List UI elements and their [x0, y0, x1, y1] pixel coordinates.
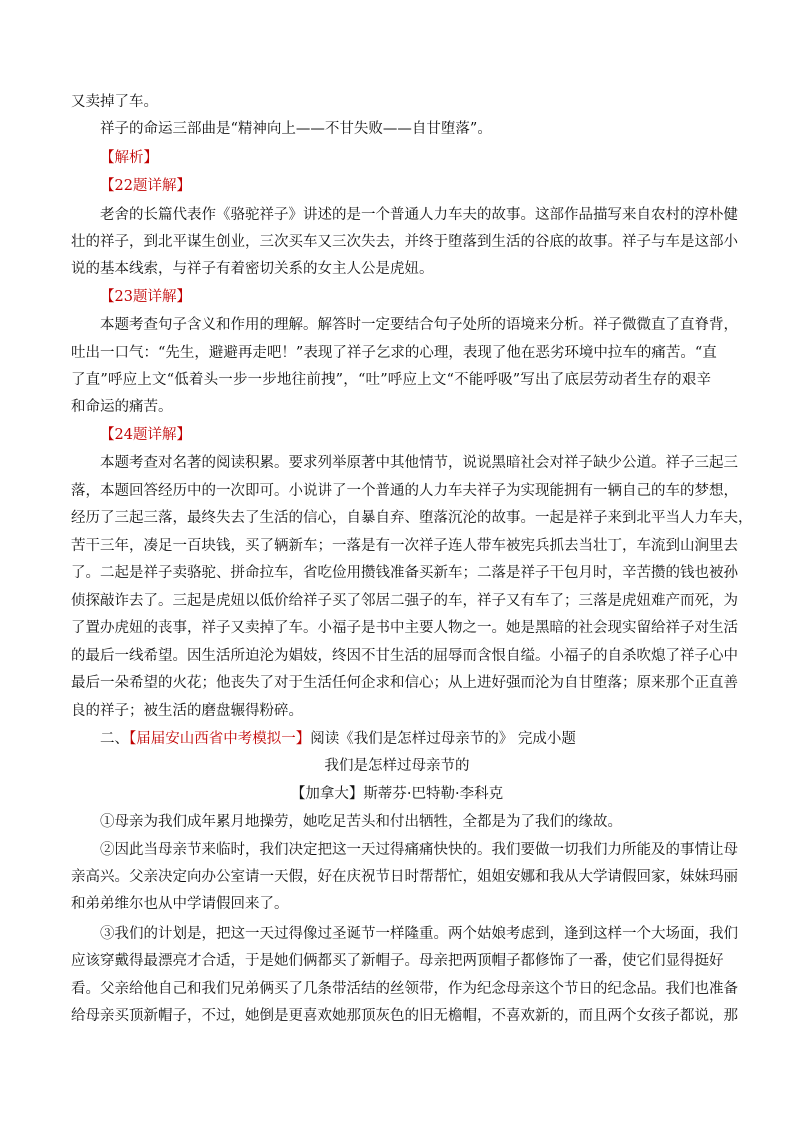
text-line: 又卖掉了车。	[71, 94, 158, 110]
text-line: 和弟弟维尔也从中学请假回来了。	[71, 896, 289, 912]
text-line: 了直”呼应上文“低着头一步一步地往前拽”，“吐”呼应上文“不能呼吸”写出了底层劳动者生存的艰辛	[71, 372, 711, 388]
question-22-heading: 【22题详解】	[100, 178, 191, 194]
text-line: 壮的祥子，到北平谋生创业，三次买车又三次失去，并终于堕落到生活的谷底的故事。祥子与车是这部小	[71, 234, 738, 250]
text-line: 了。二起是祥子卖骆驼、拼命拉车，省吃俭用攒钱准备买新车；二落是祥子干包月时，辛苦攒的钱也被孙	[71, 565, 738, 581]
exam-source: 【届届安山西省中考模拟一】	[129, 731, 311, 747]
analysis-heading: 【解析】	[100, 150, 158, 166]
text-line: 落，本题回答经历中的一次即可。小说讲了一个普通的人力车夫祥子为实现能拥有一辆自己的车的梦想，	[71, 483, 738, 499]
text-line: 苦干三年，凑足一百块钱，买了辆新车；一落是有一次祥子连人带车被宪兵抓去当壮丁，车流到山涧里去	[71, 538, 738, 554]
text-line: 本题考查对名著的阅读积累。要求列举原著中其他情节，说说黑暗社会对祥子缺少公道。祥子三起三	[100, 455, 738, 471]
section-2-heading	[100, 729, 576, 749]
text-line: 祥子的命运三部曲是“精神向上——不甘失败——自甘堕落”。	[100, 121, 492, 137]
text-line: 侦探敲诈去了。三起是虎妞以低价给祥子买了邻居二强子的车，祥子又有车了；三落是虎妞难产而死，为	[71, 593, 738, 609]
paragraph-2: ②因此当母亲节来临时，我们决定把这一天过得痛痛快快的。我们要做一切我们力所能及的事情让母	[100, 842, 738, 858]
text-line: 说的基本线索，与祥子有着密切关系的女主人公是虎妞。	[71, 261, 434, 277]
text-line: 吐出一口气：“先生，避避再走吧！”表现了祥子乞求的心理，表现了他在恶劣环境中拉车的痛苦。“直	[71, 345, 717, 361]
text-line: 了置办虎妞的丧事，祥子又卖掉了车。小福子是书中主要人物之一。她是黑暗的社会现实留给祥子对生活	[71, 620, 738, 636]
text-line: 最后一朵希望的火花；他丧失了对于生活任何企求和信心；从上进好强而沦为自甘堕落；原来那个正直善	[71, 675, 738, 691]
text-line: 给母亲买顶新帽子，不过，她倒是更喜欢她那顶灰色的旧无檐帽，不喜欢新的，而且两个女孩子都说，那	[71, 1008, 738, 1024]
article-title: 我们是怎样过母亲节的	[324, 758, 470, 774]
paragraph-3: ③我们的计划是，把这一天过得像过圣诞节一样隆重。两个姑娘考虑到，逢到这样一个大场面，我们	[100, 926, 738, 942]
text-line: 经历了三起三落，最终失去了生活的信心，自暴自弃、堕落沉沦的故事。一起是祥子来到北平当人力车夫，	[71, 510, 753, 526]
text-line: 亲高兴。父亲决定向办公室请一天假，好在庆祝节日时帮帮忙，姐姐安娜和我从大学请假回家，妹妹玛丽	[71, 869, 738, 885]
text-line: 应该穿戴得最漂亮才合适，于是她们俩都买了新帽子。母亲把两顶帽子都修饰了一番，使它们显得挺好	[71, 953, 724, 969]
text-line: 的最后一线希望。因生活所迫沦为娼妓，终因不甘生活的屈辱而含恨自缢。小福子的自杀吹熄了祥子心中	[71, 648, 738, 664]
text-line: 本题考查句子含义和作用的理解。解答时一定要结合句子处所的语境来分析。祥子微微直了直脊背，	[100, 317, 738, 333]
article-author: 【加拿大】斯蒂芬·巴特勒·李科克	[290, 786, 504, 802]
section-number: 二、	[100, 731, 129, 747]
question-23-heading: 【23题详解】	[100, 289, 191, 305]
question-24-heading: 【24题详解】	[100, 427, 191, 443]
paragraph-1: ①母亲为我们成年累月地操劳，她吃足苦头和付出牺牲，全都是为了我们的缘故。	[100, 814, 622, 830]
text-line: 看。父亲给他自己和我们兄弟俩买了几条带活结的丝领带，作为纪念母亲这个节日的纪念品。我们也准备	[71, 981, 738, 997]
section-instruction: 阅读《我们是怎样过母亲节的》 完成小题	[310, 731, 576, 747]
text-line: 老舍的长篇代表作《骆驼祥子》讲述的是一个普通人力车夫的故事。这部作品描写来自农村的淳朴健	[100, 207, 738, 223]
text-line: 良的祥子；被生活的磨盘辗得粉碎。	[71, 703, 303, 719]
text-line: 和命运的痛苦。	[71, 399, 173, 415]
